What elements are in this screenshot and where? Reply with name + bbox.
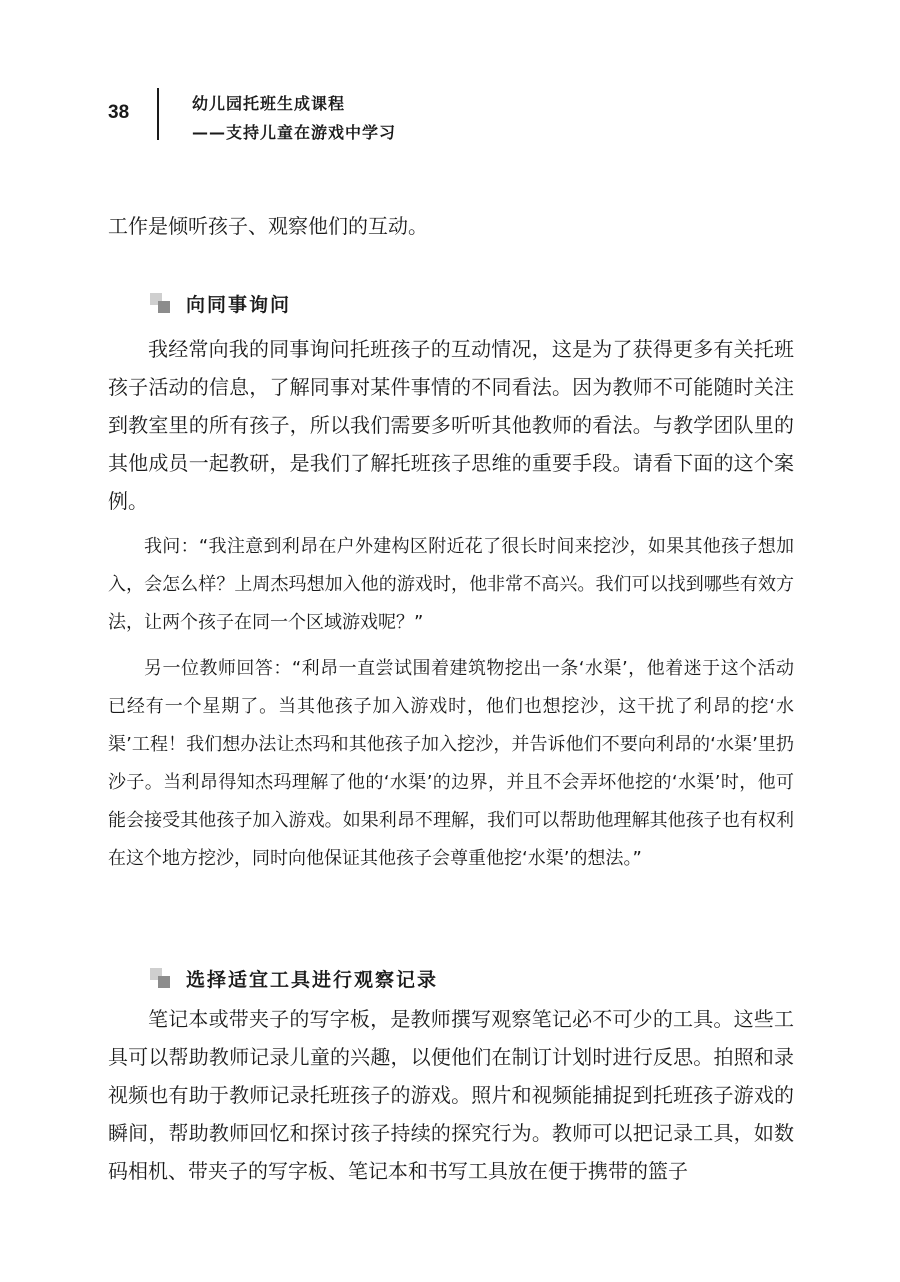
section-marker-icon: [150, 293, 172, 313]
page-number: 38: [108, 102, 130, 123]
body-paragraph: 我经常向我的同事询问托班孩子的互动情况，这是为了获得更多有关托班孩子活动的信息，了解同事对某件事情的不同看法。因为教师不可能随时关注到教室里的所有孩子，所以我们需要多听听其他教师的看法。与教学团队里的其他成员一起教研，是我们了解托班孩子思维的重要手段。请看下面的这个案例。: [108, 337, 794, 513]
section-heading-text: 选择适宜工具进行观察记录: [186, 968, 439, 991]
dialogue-question: 我问：“我注意到利昂在户外建构区附近花了很长时间来挖沙，如果其他孩子想加入，会怎么样？上周杰玛想加入他的游戏时，他非常不高兴。我们可以找到哪些有效方法，让两个孩子在同一个区域游戏呢？”: [108, 536, 794, 633]
continued-paragraph: [108, 207, 794, 245]
section-heading-recording-tools: [150, 963, 438, 993]
book-subtitle: ——支持儿童在游戏中学习: [192, 123, 397, 142]
section-heading-text: 向同事询问: [186, 293, 292, 316]
paragraph-text: 工作是倾听孩子、观察他们的互动。: [108, 214, 428, 238]
section1-body: [108, 330, 794, 878]
dialogue-answer: 另一位教师回答：“利昂一直尝试围着建筑物挖出一条‘水渠’，他着迷于这个活动已经有一个星期了。当其他孩子加入游戏时，他们也想挖沙，这干扰了利昂的挖‘水渠’工程！我们想办法让杰玛和其他孩子加入挖沙，并告诉他们不要向利昂的‘水渠’里扔沙子。当利昂得知杰玛理解了他的‘水渠’的边界，并且不会弄坏他挖的‘水渠’时，他可能会接受其他孩子加入游戏。如果利昂不理解，我们可以帮助他理解其他孩子也有权利在这个地方挖沙，同时向他保证其他孩子会尊重他挖‘水渠’的想法。”: [108, 658, 794, 869]
section-marker-icon: [150, 968, 172, 988]
book-title: 幼儿园托班生成课程: [192, 94, 346, 113]
body-paragraph: 笔记本或带夹子的写字板，是教师撰写观察笔记必不可少的工具。这些工具可以帮助教师记录儿童的兴趣，以便他们在制订计划时进行反思。拍照和录视频也有助于教师记录托班孩子的游戏。照片和视频能捕捉到托班孩子游戏的瞬间，帮助教师回忆和探讨孩子持续的探究行为。教师可以把记录工具，如数码相机、带夹子的写字板、笔记本和书写工具放在便于携带的篮子: [108, 1007, 794, 1183]
section-heading-ask-colleagues: [150, 288, 291, 318]
section2-body: [108, 1000, 794, 1190]
header-divider: [157, 88, 159, 140]
